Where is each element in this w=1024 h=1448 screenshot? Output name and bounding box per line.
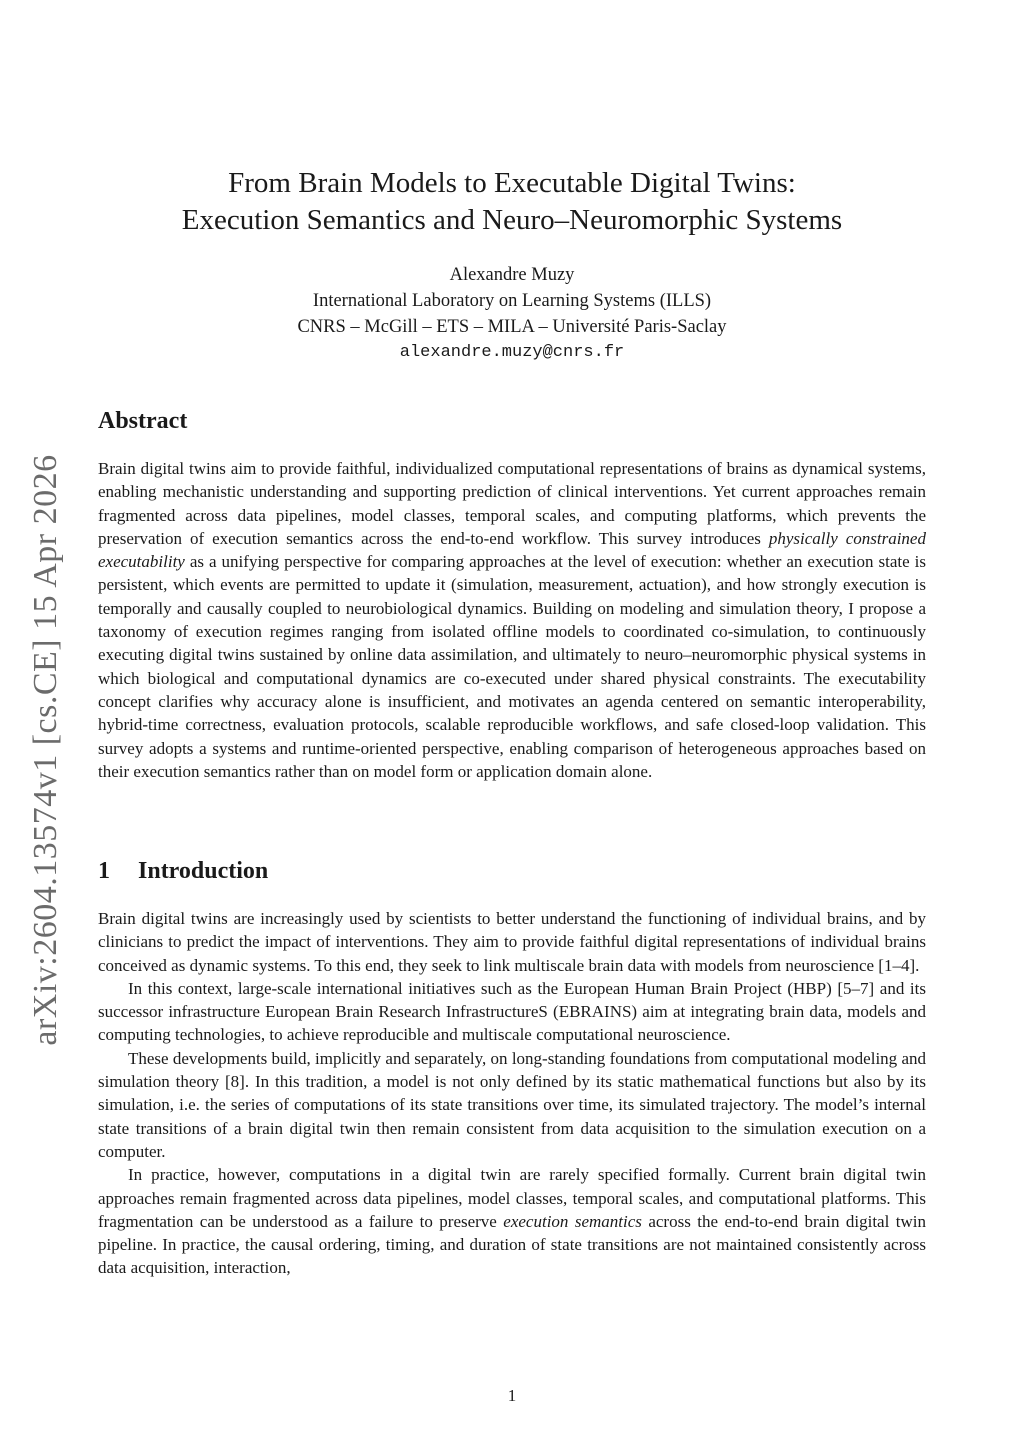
author-affiliation: International Laboratory on Learning Systems (ILLS)	[312, 291, 712, 311]
intro-paragraph-4-part-1: In practice, however, computations in a digital twin are rarely specified formally. Current brain digital twin approaches remain fragmented across data pipelines, model classes, temporal scales, and computational platforms. This fragmentation can be understood as a failure to preserve	[98, 1165, 926, 1231]
abstract-emphasis: physically constrained executability	[98, 528, 926, 572]
section-title: Introduction	[138, 858, 269, 884]
title-line-1: From Brain Models to Executable Digital Twins:	[228, 167, 796, 199]
intro-paragraph-4-part-2: across the end-to-end brain digital twin pipeline. In practice, the causal ordering, timing, and duration of state transitions are not maintained consistently across data acquisition, interaction,	[98, 1211, 926, 1278]
intro-paragraph-3: These developments build, implicitly and separately, on long-standing foundations from computational modeling and simulation theory [8]. In this tradition, a model is not only defined by its static mathematical functions but also by its simulation, i.e. the series of computations of its state transitions over time, its simulated trajectory. The model’s internal state transitions of a brain digital twin then remain consistent from data acquisition to the simulation execution on a computer.	[98, 1048, 926, 1161]
arxiv-identifier: arXiv:2604.13574v1 [cs.CE] 15 Apr 2026	[27, 454, 64, 1046]
author-block	[98, 262, 926, 366]
abstract-text-part-1: Brain digital twins aim to provide faithful, individualized computational representations of brains as dynamical systems, enabling mechanistic understanding and supporting prediction of clinical interventions. Yet current approaches remain fragmented across data pipelines, model classes, temporal scales, and computing platforms, which prevents the preservation of execution semantics across the end-to-end workflow. This survey introduces	[98, 459, 926, 548]
introduction-heading	[98, 858, 268, 885]
abstract-heading: Abstract	[98, 408, 188, 434]
introduction-body	[98, 907, 926, 1280]
abstract-text-part-2: as a unifying perspective for comparing approaches at the level of execution: whether an execution state is persistent, which events are permitted to update it (simulation, measurement, actuation), and how strongly execution is temporally and causally coupled to neurobiological dynamics. Building on modeling and simulation theory, I propose a taxonomy of execution regimes ranging from isolated offline models to coordinated co-simulation, to continuously executing digital twins sustained by online data assimilation, and ultimately to neuro–neuromorphic physical systems in which biological and computational dynamics are co-executed under shared physical constraints. The executability concept clarifies why accuracy alone is insufficient, and motivates an agenda centered on semantic interoperability, hybrid-time correctness, evaluation protocols, scalable reproducible workflows, and safe closed-loop validation. This survey adopts a systems and runtime-oriented perspective, enabling comparison of heterogeneous approaches based on their execution semantics rather than on model form or application domain alone.	[98, 552, 926, 781]
section-number: 1	[98, 858, 110, 884]
author-name: Alexandre Muzy	[449, 265, 575, 285]
paper-title	[98, 165, 926, 239]
author-email[interactable]: alexandre.muzy@cnrs.fr	[399, 343, 625, 362]
page-number: 1	[507, 1386, 517, 1405]
intro-paragraph-1: Brain digital twins are increasingly used by scientists to better understand the functioning of individual brains, and by clinicians to predict the impact of interventions. They aim to provide faithful digital representations of individual brains conceived as dynamic systems. To this end, they seek to link multiscale brain data with models from neuroscience [1–4].	[98, 909, 926, 975]
abstract-text	[98, 457, 926, 783]
intro-paragraph-4	[98, 1163, 926, 1279]
intro-paragraph-4-emphasis: execution semantics	[503, 1211, 642, 1231]
intro-paragraph-2: In this context, large-scale international initiatives such as the European Human Brain Project (HBP) [5–7] and its successor infrastructure European Brain Research InfrastructureS (EBRAINS) aim at integrating brain data, models and computing technologies, to achieve reproducible and multiscale computational neuroscience.	[98, 978, 926, 1045]
author-institutions: CNRS – McGill – ETS – MILA – Université Paris-Saclay	[297, 317, 727, 337]
title-line-2: Execution Semantics and Neuro–Neuromorphic Systems	[181, 204, 843, 236]
